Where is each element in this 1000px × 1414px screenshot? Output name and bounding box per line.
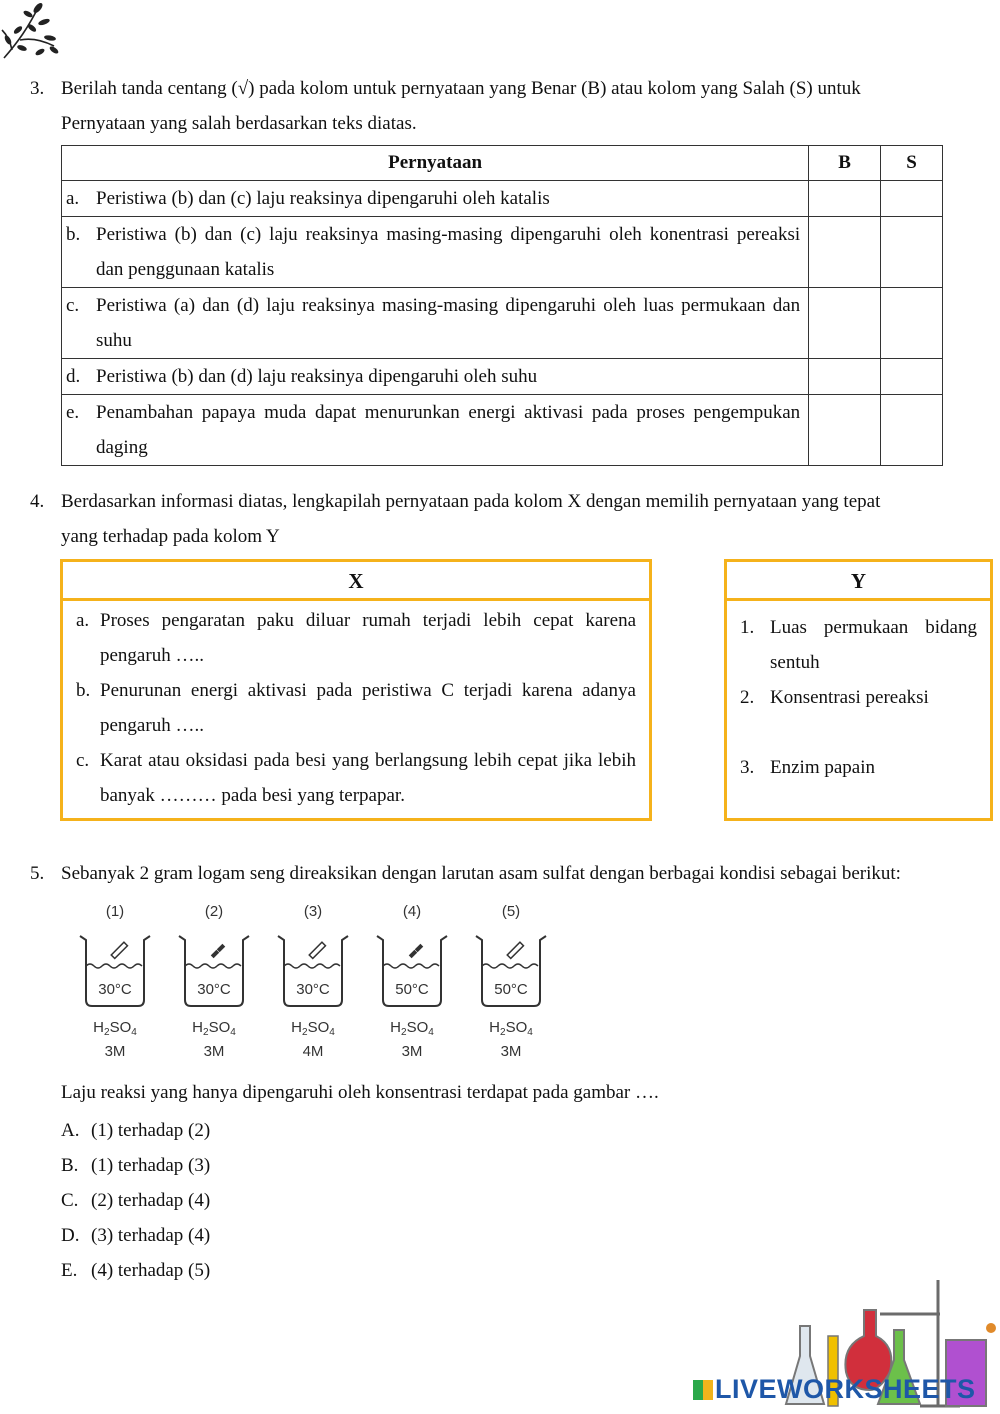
beaker-acid: $H_2SO_4$ xyxy=(192,1019,236,1038)
table-header-row xyxy=(62,146,943,181)
beaker-1 xyxy=(80,903,150,1060)
beaker-acid: $H_2SO_4$ xyxy=(390,1019,434,1038)
x-item xyxy=(76,743,636,813)
row-statement: Peristiwa (b) dan (d) laju reaksinya dipengaruhi oleh suhu xyxy=(96,366,538,387)
beaker-concentration: 3M xyxy=(104,1043,126,1060)
option-b[interactable] xyxy=(61,1153,210,1178)
option-text: (2) terhadap (4) xyxy=(91,1190,211,1211)
beaker-2 xyxy=(179,903,249,1060)
false-header: S xyxy=(881,146,943,181)
beaker-number-label: (3) xyxy=(303,903,323,920)
row-letter: b. xyxy=(66,224,81,245)
beaker-concentration: 4M xyxy=(302,1043,324,1060)
true-false-table xyxy=(61,145,943,466)
x-item xyxy=(76,673,636,743)
table-row xyxy=(62,181,943,217)
zinc-piece xyxy=(409,944,423,958)
x-item xyxy=(76,603,636,673)
checkbox-false-c[interactable] xyxy=(881,288,943,359)
question-4-number: 4. xyxy=(30,491,45,512)
beaker-number-label: (5) xyxy=(501,903,521,920)
zinc-piece xyxy=(111,942,127,958)
row-letter: e. xyxy=(66,402,80,423)
table-row xyxy=(62,359,943,395)
question-5-number: 5. xyxy=(30,863,45,884)
question-5-instruction: Sebanyak 2 gram logam seng direaksikan dengan larutan asam sulfat dengan berbagai kondisi sebagai berikut: xyxy=(61,863,901,884)
column-y-items xyxy=(727,601,990,785)
x-item-letter: a. xyxy=(76,610,90,631)
beaker-acid: $H_2SO_4$ xyxy=(93,1019,137,1038)
beaker-number-label: (1) xyxy=(105,903,125,920)
option-letter: D. xyxy=(61,1225,80,1246)
row-letter: d. xyxy=(66,366,81,387)
checkbox-true-d[interactable] xyxy=(809,359,881,395)
option-letter: B. xyxy=(61,1155,79,1176)
checkbox-true-b[interactable] xyxy=(809,217,881,288)
liveworksheets-logo[interactable] xyxy=(693,1374,976,1405)
beaker-temperature: 50°C xyxy=(395,981,429,998)
question-4-instruction-line1: Berdasarkan informasi diatas, lengkapilah pernyataan pada kolom X dengan memilih pernyataan yang tepat xyxy=(61,491,881,512)
checkbox-false-a[interactable] xyxy=(881,181,943,217)
beaker-concentration: 3M xyxy=(203,1043,225,1060)
checkbox-true-c[interactable] xyxy=(809,288,881,359)
question-3-instruction-line1: Berilah tanda centang (√) pada kolom untuk pernyataan yang Benar (B) atau kolom yang Salah (S) untuk xyxy=(61,78,861,99)
row-letter: c. xyxy=(66,295,80,316)
y-item xyxy=(740,680,977,715)
y-item-text[interactable]: Luas permukaan bidang sentuh xyxy=(770,617,977,673)
beaker-concentration: 3M xyxy=(401,1043,423,1060)
beaker-acid: $H_2SO_4$ xyxy=(489,1019,533,1038)
y-item-number: 2. xyxy=(740,687,755,708)
column-x-box xyxy=(60,559,652,821)
x-item-text[interactable]: Karat atau oksidasi pada besi yang berlangsung lebih cepat jika lebih banyak ……… pada besi yang terpapar. xyxy=(100,750,636,806)
zinc-piece xyxy=(211,944,225,958)
option-text: (1) terhadap (2) xyxy=(91,1120,211,1141)
beaker-number-label: (2) xyxy=(204,903,224,920)
branch-decoration xyxy=(0,0,62,62)
y-item-text[interactable]: Enzim papain xyxy=(770,757,875,778)
beakers-figure xyxy=(70,896,560,1066)
checkbox-false-b[interactable] xyxy=(881,217,943,288)
row-statement: Peristiwa (b) dan (c) laju reaksinya dipengaruhi oleh katalis xyxy=(96,188,550,209)
beaker-number-label: (4) xyxy=(402,903,422,920)
y-item-number: 3. xyxy=(740,757,755,778)
option-e[interactable] xyxy=(61,1258,210,1283)
question-4-instruction-line2: yang terhadap pada kolom Y xyxy=(61,526,280,547)
y-item-text[interactable]: Konsentrasi pereaksi xyxy=(770,687,929,708)
row-statement: Peristiwa (b) dan (c) laju reaksinya masing-masing dipengaruhi oleh konentrasi pereaksi dan penggunaan katalis xyxy=(96,224,801,280)
beaker-4 xyxy=(377,903,447,1060)
checkbox-false-d[interactable] xyxy=(881,359,943,395)
option-text: (1) terhadap (3) xyxy=(91,1155,211,1176)
option-text: (4) terhadap (5) xyxy=(91,1260,211,1281)
beaker-temperature: 30°C xyxy=(98,981,132,998)
option-letter: A. xyxy=(61,1120,80,1141)
x-item-letter: c. xyxy=(76,750,90,771)
question-5-prompt: Laju reaksi yang hanya dipengaruhi oleh konsentrasi terdapat pada gambar …. xyxy=(61,1082,659,1103)
brand-grid-icon xyxy=(693,1380,713,1400)
brand-text: LIVEWORKSHEETS xyxy=(715,1374,976,1404)
row-letter: a. xyxy=(66,188,80,209)
table-row xyxy=(62,395,943,466)
option-a[interactable] xyxy=(61,1118,210,1143)
column-y-box xyxy=(724,559,993,821)
option-d[interactable] xyxy=(61,1223,210,1248)
column-x-items xyxy=(63,601,649,813)
row-statement: Penambahan papaya muda dapat menurunkan energi aktivasi pada proses pengempukan daging xyxy=(96,402,801,458)
x-item-text[interactable]: Proses pengaratan paku diluar rumah terjadi lebih cepat karena pengaruh ….. xyxy=(100,610,636,666)
question-3-instruction xyxy=(61,71,861,141)
zinc-piece xyxy=(309,942,325,958)
beaker-concentration: 3M xyxy=(500,1043,522,1060)
beaker-acid: $H_2SO_4$ xyxy=(291,1019,335,1038)
statement-header: Pernyataan xyxy=(62,146,809,181)
option-letter: C. xyxy=(61,1190,79,1211)
option-text: (3) terhadap (4) xyxy=(91,1225,211,1246)
beaker-5 xyxy=(476,903,546,1060)
question-4-instruction xyxy=(61,484,880,554)
beaker-temperature: 30°C xyxy=(197,981,231,998)
checkbox-true-e[interactable] xyxy=(809,395,881,466)
y-item xyxy=(740,610,977,680)
column-y-header: Y xyxy=(727,562,990,601)
option-c[interactable] xyxy=(61,1188,210,1213)
table-row xyxy=(62,217,943,288)
checkbox-false-e[interactable] xyxy=(881,395,943,466)
beaker-temperature: 30°C xyxy=(296,981,330,998)
x-item-letter: b. xyxy=(76,680,91,701)
option-letter: E. xyxy=(61,1260,78,1281)
question-3-number: 3. xyxy=(30,78,45,99)
beaker-3 xyxy=(278,903,348,1060)
beaker-temperature: 50°C xyxy=(494,981,528,998)
zinc-piece xyxy=(507,942,523,958)
question-3-instruction-line2: Pernyataan yang salah berdasarkan teks diatas. xyxy=(61,113,417,134)
checkbox-true-a[interactable] xyxy=(809,181,881,217)
y-item-number: 1. xyxy=(740,617,755,638)
row-statement: Peristiwa (a) dan (d) laju reaksinya masing-masing dipengaruhi oleh luas permukaan dan suhu xyxy=(96,295,801,351)
y-item xyxy=(740,750,977,785)
table-row xyxy=(62,288,943,359)
column-x-header: X xyxy=(63,562,649,601)
x-item-text[interactable]: Penurunan energi aktivasi pada peristiwa C terjadi karena adanya pengaruh ….. xyxy=(100,680,636,736)
true-header: B xyxy=(809,146,881,181)
